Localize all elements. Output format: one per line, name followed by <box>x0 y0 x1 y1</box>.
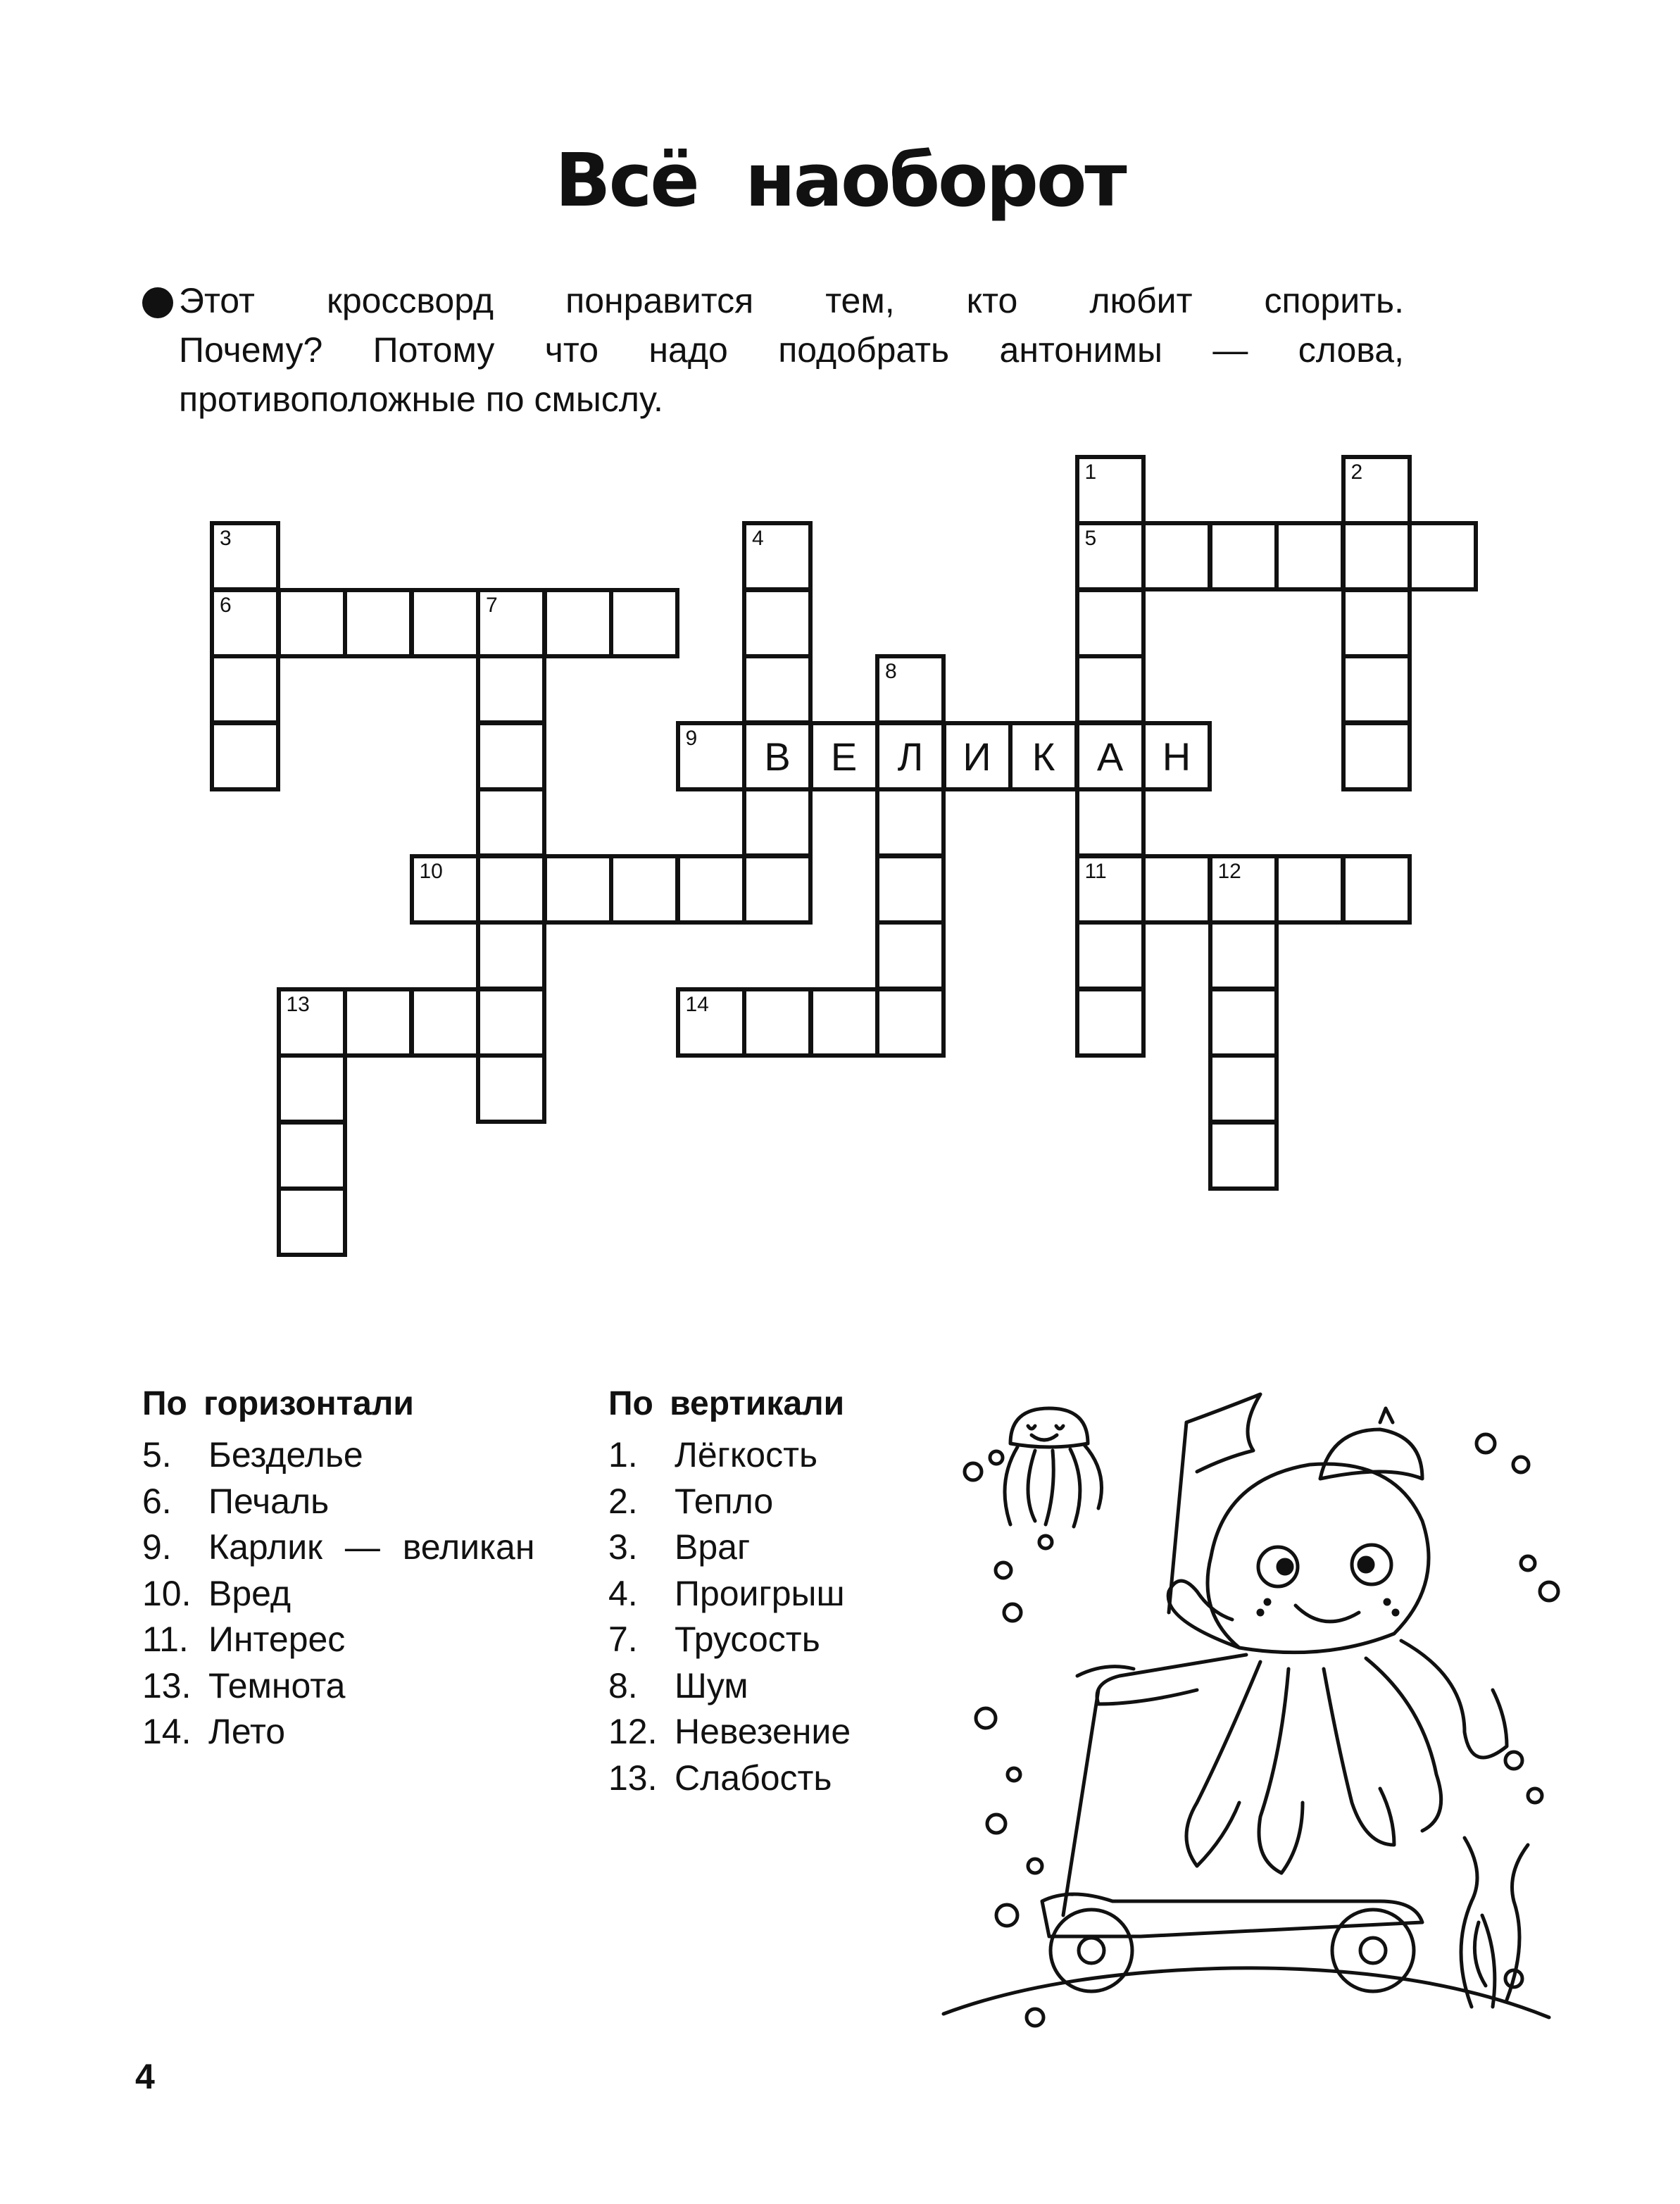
crossword-cell[interactable] <box>809 721 879 791</box>
instructions-line: противоположные по смыслу. <box>179 380 663 419</box>
crossword-cell[interactable] <box>343 987 413 1058</box>
example-letter: В <box>764 734 791 779</box>
clue-text: Лето <box>208 1712 286 1751</box>
down-heading: По вертикали <box>608 1385 845 1422</box>
crossword-cell[interactable] <box>1075 920 1146 991</box>
example-letter: Н <box>1162 734 1191 779</box>
clue-number: 6. <box>142 1481 172 1521</box>
clue-text: Темнота <box>208 1665 346 1705</box>
clue-number: 2 <box>1350 460 1363 484</box>
crossword-cell[interactable] <box>875 920 946 991</box>
crossword-cell[interactable] <box>277 1120 347 1191</box>
clue-number: 5. <box>142 1435 172 1474</box>
crossword-cell[interactable] <box>476 1053 546 1124</box>
clue-number: 8. <box>608 1665 638 1705</box>
crossword-cell[interactable] <box>1208 1120 1279 1191</box>
crossword-cell[interactable] <box>742 588 813 658</box>
clue-number: 5 <box>1084 527 1097 550</box>
clue-item <box>608 1479 851 1525</box>
crossword-cell[interactable] <box>210 654 280 725</box>
crossword-cell[interactable] <box>742 521 813 591</box>
crossword-cell[interactable] <box>875 787 946 858</box>
clue-text: Вред <box>208 1573 292 1613</box>
crossword-cell[interactable] <box>1075 455 1146 525</box>
clue-number: 2. <box>608 1481 638 1521</box>
crossword-cell[interactable] <box>1274 521 1345 591</box>
across-heading: По горизонтали <box>142 1385 414 1422</box>
crossword-cell[interactable] <box>410 854 480 925</box>
crossword-cell[interactable] <box>1208 854 1279 925</box>
crossword-cell[interactable] <box>1141 521 1212 591</box>
clue-text: Невезение <box>675 1712 851 1751</box>
crossword-cell[interactable] <box>676 854 746 925</box>
clue-number: 12 <box>1217 859 1241 883</box>
clue-number: 14. <box>142 1712 192 1751</box>
crossword-cell[interactable] <box>1141 721 1212 791</box>
crossword-cell[interactable] <box>476 787 546 858</box>
crossword-cell[interactable] <box>1341 854 1412 925</box>
clue-text: Карлик — великан <box>208 1527 535 1567</box>
crossword-cell[interactable] <box>476 987 546 1058</box>
crossword-cell[interactable] <box>875 854 946 925</box>
clue-number: 4 <box>752 527 764 550</box>
clue-item <box>142 1432 534 1479</box>
crossword-cell[interactable] <box>1341 455 1412 525</box>
down-clue-list <box>608 1432 851 1801</box>
clue-text: Безделье <box>208 1435 363 1474</box>
crossword-cell[interactable] <box>277 987 347 1058</box>
crossword-cell[interactable] <box>1208 920 1279 991</box>
crossword-cell[interactable] <box>1341 721 1412 791</box>
clue-number: 11 <box>1084 859 1107 883</box>
clue-number: 3. <box>608 1527 638 1567</box>
crossword-cell[interactable] <box>609 588 679 658</box>
clue-item <box>608 1709 851 1755</box>
clue-number: 13. <box>608 1758 658 1798</box>
clue-item <box>142 1617 534 1663</box>
clue-item <box>608 1663 851 1710</box>
clue-item <box>142 1479 534 1525</box>
crossword-cell[interactable] <box>1408 521 1478 591</box>
clue-number: 7. <box>608 1620 638 1659</box>
crossword-cell[interactable] <box>543 854 613 925</box>
clue-number: 10. <box>142 1573 192 1613</box>
crossword-cell[interactable] <box>1274 854 1345 925</box>
crossword-cell[interactable] <box>476 854 546 925</box>
clue-number: 13 <box>286 992 310 1016</box>
crossword-cell[interactable] <box>543 588 613 658</box>
crossword-cell[interactable] <box>1075 721 1146 791</box>
clue-item <box>608 1571 851 1617</box>
crossword-cell[interactable] <box>1341 654 1412 725</box>
clue-text: Слабость <box>675 1758 832 1798</box>
crossword-cell[interactable] <box>1075 588 1146 658</box>
clue-text: Шум <box>675 1665 748 1705</box>
clue-item <box>608 1524 851 1571</box>
clue-number: 7 <box>486 593 498 617</box>
crossword-cell[interactable] <box>476 920 546 991</box>
instructions-line: Этот кроссворд понравится тем, кто любит спорить. <box>179 281 1404 320</box>
clue-text: Интерес <box>208 1620 346 1659</box>
clue-text: Печаль <box>208 1481 330 1521</box>
crossword-cell[interactable] <box>1208 521 1279 591</box>
crossword-cell[interactable] <box>210 521 280 591</box>
example-letter: А <box>1096 734 1124 779</box>
crossword-cell[interactable] <box>1008 721 1079 791</box>
example-letter: Л <box>897 734 924 779</box>
clue-number: 4. <box>608 1573 638 1613</box>
crossword-cell[interactable] <box>875 721 946 791</box>
instructions-line: Почему? Потому что надо подобрать антонимы — слова, <box>179 330 1404 370</box>
crossword-cell[interactable] <box>1075 521 1146 591</box>
crossword-cell[interactable] <box>809 987 879 1058</box>
crossword-cell[interactable] <box>742 987 813 1058</box>
crossword-cell[interactable] <box>1341 588 1412 658</box>
crossword-cell[interactable] <box>410 987 480 1058</box>
crossword-cell[interactable] <box>277 1053 347 1124</box>
clue-number: 3 <box>220 527 232 550</box>
clue-number: 1 <box>1084 460 1097 484</box>
crossword-cell[interactable] <box>875 987 946 1058</box>
crossword-cell[interactable] <box>676 721 746 791</box>
octopus-on-scooter-illustration <box>929 1380 1563 2042</box>
crossword-cell[interactable] <box>742 787 813 858</box>
crossword-cell[interactable] <box>410 588 480 658</box>
across-clue-list <box>142 1432 534 1755</box>
crossword-cell[interactable] <box>1075 787 1146 858</box>
clue-number: 1. <box>608 1435 638 1474</box>
clue-item <box>608 1432 851 1479</box>
clue-item <box>142 1571 534 1617</box>
crossword-cell[interactable] <box>875 654 946 725</box>
crossword-cell[interactable] <box>343 588 413 658</box>
crossword-cell[interactable] <box>609 854 679 925</box>
clue-text: Тепло <box>675 1481 774 1521</box>
example-letter: К <box>1032 734 1055 779</box>
clue-number: 9. <box>142 1527 172 1567</box>
crossword-cell[interactable] <box>742 854 813 925</box>
clue-number: 13. <box>142 1665 192 1705</box>
crossword-cell[interactable] <box>277 1186 347 1257</box>
page-title: Всё наоборот <box>555 137 1125 223</box>
example-letter: И <box>963 734 991 779</box>
crossword-cell[interactable] <box>476 721 546 791</box>
clue-number: 14 <box>685 992 709 1016</box>
crossword-cell[interactable] <box>742 654 813 725</box>
clue-item <box>608 1617 851 1663</box>
clue-text: Враг <box>675 1527 751 1567</box>
clue-number: 11. <box>142 1620 189 1659</box>
crossword-cell[interactable] <box>1141 854 1212 925</box>
clue-number: 9 <box>685 726 698 750</box>
crossword-cell[interactable] <box>1341 521 1412 591</box>
crossword-cell[interactable] <box>942 721 1013 791</box>
clue-item <box>142 1663 534 1710</box>
clue-text: Лёгкость <box>675 1435 818 1474</box>
clue-item <box>142 1709 534 1755</box>
crossword-cell[interactable] <box>1075 654 1146 725</box>
crossword-cell[interactable] <box>476 588 546 658</box>
crossword-cell[interactable] <box>1208 987 1279 1058</box>
crossword-cell[interactable] <box>676 987 746 1058</box>
page-number: 4 <box>135 2057 155 2096</box>
crossword-cell[interactable] <box>742 721 813 791</box>
crossword-cell[interactable] <box>210 588 280 658</box>
crossword-cell[interactable] <box>1075 987 1146 1058</box>
clue-item <box>142 1524 534 1571</box>
crossword-cell[interactable] <box>1208 1053 1279 1124</box>
clue-item <box>608 1755 851 1802</box>
clue-text: Проигрыш <box>675 1573 845 1613</box>
crossword-cell[interactable] <box>277 588 347 658</box>
clue-text: Трусость <box>675 1620 820 1659</box>
clue-number: 8 <box>885 660 897 683</box>
example-letter: Е <box>830 734 858 779</box>
crossword-cell[interactable] <box>476 654 546 725</box>
clue-number: 12. <box>608 1712 658 1751</box>
crossword-cell[interactable] <box>1075 854 1146 925</box>
clue-number: 6 <box>220 593 232 617</box>
crossword-cell[interactable] <box>210 721 280 791</box>
clue-number: 10 <box>419 859 443 883</box>
